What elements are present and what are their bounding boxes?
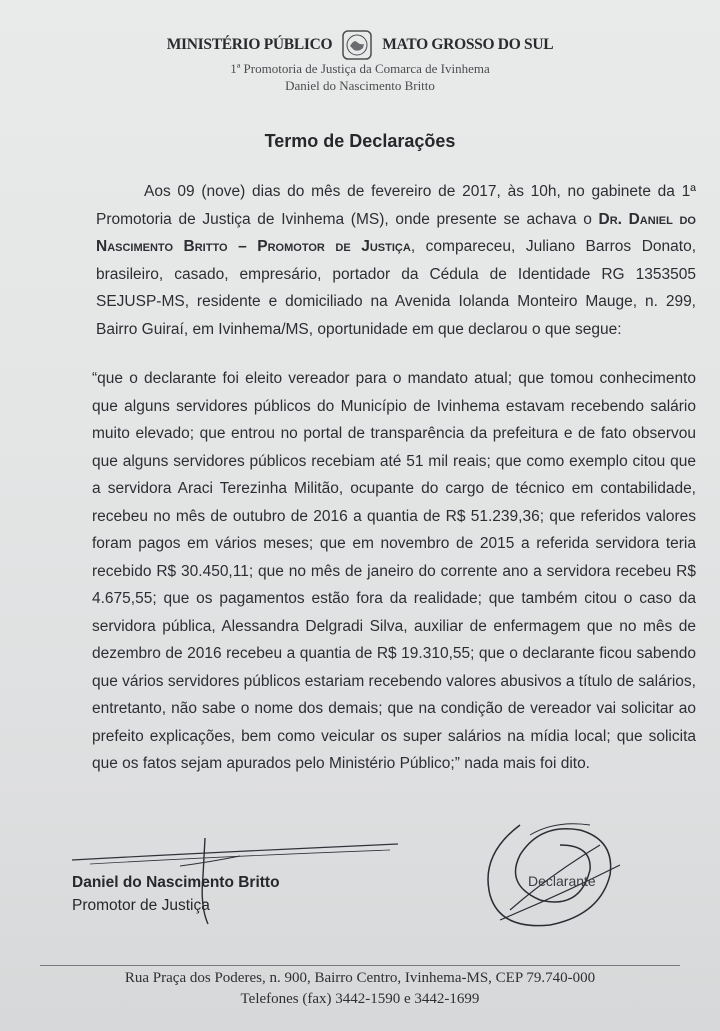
intro-text-start: Aos 09 (nove) dias do mês de fevereiro de 2017, às 10h, no gabinete da 1ª Promotoria de Justiça de Ivinhema (MS), onde presente se achava o xyxy=(96,183,696,228)
prosecutor-role: Promotor de Justiça xyxy=(72,897,210,914)
office-name: 1ª Promotoria de Justiça da Comarca de Ivinhema xyxy=(230,61,490,76)
footer-phones: Telefones (fax) 3442-1590 e 3442-1699 xyxy=(240,991,480,1007)
statement-paragraph: “que o declarante foi eleito vereador para o mandato atual; que tomou conhecimento que alguns servidores públicos do Município de Ivinhema estavam recebendo salário muito elevado; que entrou no portal de transparência da prefeitura e de fato observou que alguns servidores públicos recebiam até 51 mil reais; que como exemplo citou que a servidora Araci Terezinha Militão, ocupante do cargo de técnico em contabilidade, recebeu no mês de outubro de 2016 a quantia de R$ 51.239,36; que referidos valores foram pagos em vários meses; que em novembro de 2015 a referida servidora teria recebido R$ 30.450,11; que no mês de janeiro do corrente ano a servidora recebeu R$ 4.675,55; que os pagamentos estão fora da realidade; que também citou o caso da servidora pública, Alessandra Delgradi Silva, auxiliar de enfermagem que no mês de dezembro de 2016 recebeu a quantia de R$ 19.310,55; que o declarante ficou sabendo que vários servidores públicos estariam recebendo valores abusivos a título de salários, entretanto, não sabe o nome dos demais; que na condição de vereador vai solicitar ao prefeito explicações, bem como veicular os super salários na mídia local; que solicita que os fatos sejam apurados pelo Ministério Público;” nada mais foi dito. xyxy=(92,370,696,772)
footer-divider xyxy=(40,965,680,966)
letterhead xyxy=(0,30,720,94)
state-name: MATO GROSSO DO SUL xyxy=(382,36,554,53)
document-title: Termo de Declarações xyxy=(264,131,456,151)
intro-paragraph xyxy=(96,178,696,343)
prosecutor-name-header: Daniel do Nascimento Britto xyxy=(285,78,435,93)
declarant-label: Declarante xyxy=(528,873,596,889)
org-line xyxy=(0,30,720,60)
intro-text-end: , compareceu, Juliano Barros Donato, brasileiro, casado, empresário, portador da Cédula de Identidade RG 1353505 SEJUSP-MS, residente e domiciliado na Avenida Iolanda Monteiro Mauge, n. 299, Bairro Guiraí, em Ivinhema/MS, oportunidade em que declarou o que segue: xyxy=(96,238,696,338)
state-seal-icon xyxy=(342,30,372,60)
intro-prosecutor-name: Dr. Daniel do Nascimento Britto – Promotor de Justiça xyxy=(96,210,696,255)
org-name: MINISTÉRIO PÚBLICO xyxy=(166,36,333,53)
prosecutor-name: Daniel do Nascimento Britto xyxy=(72,874,280,891)
footer-address: Rua Praça dos Poderes, n. 900, Bairro Centro, Ivinhema-MS, CEP 79.740-000 xyxy=(124,970,596,986)
footer xyxy=(0,968,720,1010)
